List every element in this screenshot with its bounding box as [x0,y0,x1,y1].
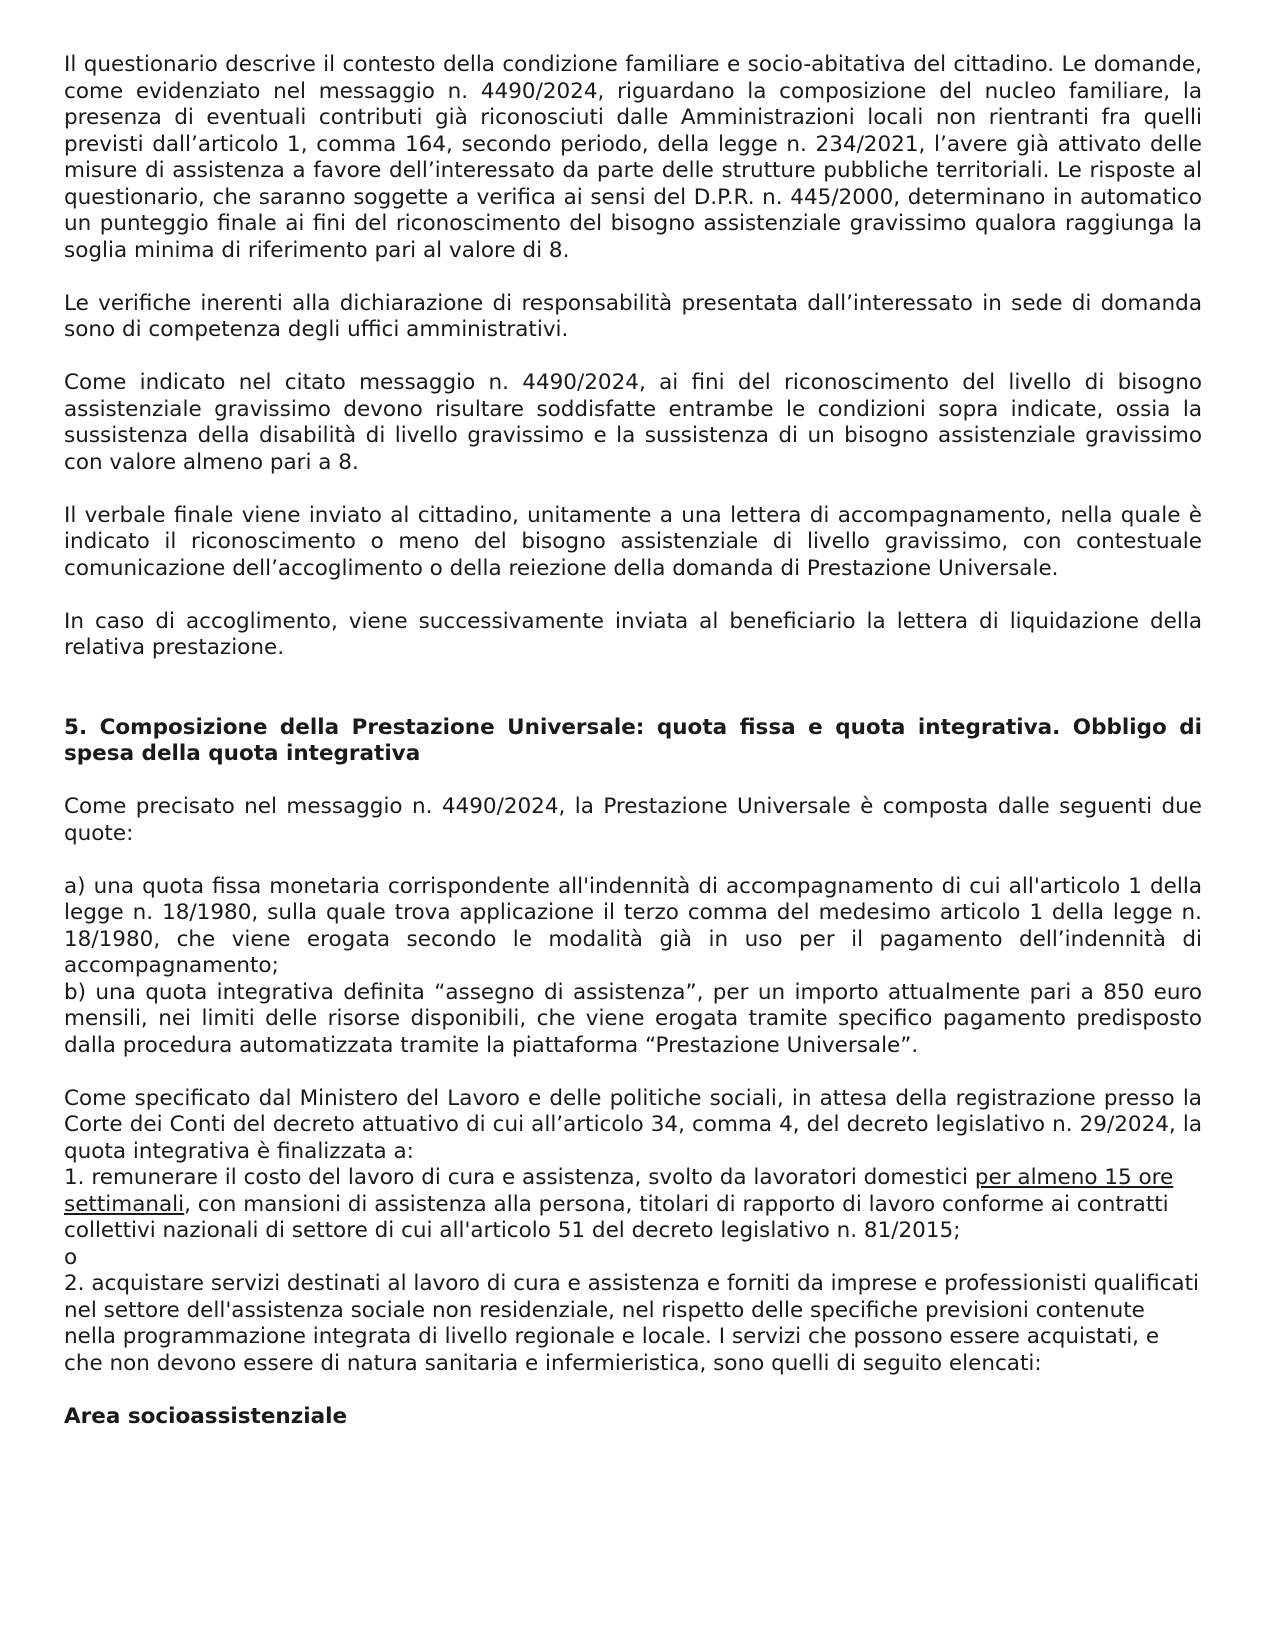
paragraph-ministry: Come specificato dal Ministero del Lavoro e delle politiche sociali, in attesa della registrazione presso la Corte dei Conti del decreto attuativo di cui all’articolo 34, comma 4, del decreto legislativo n. 29/2024, la quota integrativa è finalizzata a: [64,1085,1202,1164]
point-1-text-start: 1. remunerare il costo del lavoro di cura e assistenza, svolto da lavoratori domestici [64,1165,975,1190]
section-5-heading: 5. Composizione della Prestazione Universale: quota fissa e quota integrativa. Obbligo di spesa della quota integrativa [64,714,1202,766]
subheading-socioassistenziale: Area socioassistenziale [64,1403,348,1429]
point-2: 2. acquistare servizi destinati al lavoro di cura e assistenza e forniti da imprese e professionisti qualificati nel settore dell'assistenza sociale non residenziale, nel rispetto delle specifiche previsioni contenute nella programmazione integrata di livello regionale e locale. I servizi che possono essere acquistati, e che non devono essere di natura sanitaria e infermieristica, sono quelli di seguito elencati: [64,1271,1200,1376]
point-1-text-end: , con mansioni di assistenza alla persona, titolari di rapporto di lavoro conforme ai contratti collettivi nazionali di settore di cui all'articolo 51 del decreto legislativo n. 81/2015; [64,1191,1169,1243]
paragraph-acceptance: In caso di accoglimento, viene successivamente inviata al beneficiario la lettera di liquidazione della relativa prestazione. [64,608,1202,660]
paragraph-verifications: Le verifiche inerenti alla dichiarazione di responsabilità presentata dall’interessato in sede di domanda sono di competenza degli uffici amministrativi. [64,290,1202,342]
paragraph-final-report: Il verbale finale viene inviato al cittadino, unitamente a una lettera di accompagnamento, nella quale è indicato il riconoscimento o meno del bisogno assistenziale di livello gravissimo, con contestuale comunicazione dell’accoglimento o della reiezione della domanda di Prestazione Universale. [64,502,1202,581]
paragraph-conditions: Come indicato nel citato messaggio n. 4490/2024, ai fini del riconoscimento del livello di bisogno assistenziale gravissimo devono risultare soddisfatte entrambe le condizioni sopra indicate, ossia la sussistenza della disabilità di livello gravissimo e la sussistenza di un bisogno assistenziale gravissimo con valore almeno pari a 8. [64,370,1202,475]
paragraph-questionnaire: Il questionario descrive il contesto della condizione familiare e socio-abitativa del cittadino. Le domande, come evidenziato nel messaggio n. 4490/2024, riguardano la composizione del nucleo familiare, la presenza di eventuali contributi già riconosciuti dalle Amministrazioni locali non rientranti fra quelli previsti dall’articolo 1, comma 164, secondo periodo, della legge n. 234/2021, l’avere già attivato delle misure di assistenza a favore dell’interessato da parte delle strutture pubbliche territoriali. Le risposte al questionario, che saranno soggette a verifica ai sensi del D.P.R. n. 445/2000, determinano in automatico un punteggio finale ai fini del riconoscimento del bisogno assistenziale gravissimo qualora raggiunga la soglia minima di riferimento pari al valore di 8. [64,52,1202,263]
section-5-intro: Come precisato nel messaggio n. 4490/2024, la Prestazione Universale è composta dalle seguenti due quote: [64,794,1202,846]
point-1 [64,1165,1202,1245]
document-page [64,52,1202,1430]
list-item-a: a) una quota fissa monetaria corrispondente all'indennità di accompagnamento di cui all'articolo 1 della legge n. 18/1980, sulla quale trova applicazione il terzo comma del medesimo articolo 1 della legge n. 18/1980, che viene erogata secondo le modalità già in uso per il pagamento dell’indennità di accompagnamento; [64,873,1202,978]
point-1-underlined-text: per almeno 15 ore settimanali [64,1165,1174,1217]
conjunction-or: o [64,1244,78,1270]
list-item-b: b) una quota integrativa definita “assegno di assistenza”, per un importo attualmente pari a 850 euro mensili, nei limiti delle risorse disponibili, che viene erogata tramite specifico pagamento predisposto dalla procedura automatizzata tramite la piattaforma “Prestazione Universale”. [64,979,1202,1058]
